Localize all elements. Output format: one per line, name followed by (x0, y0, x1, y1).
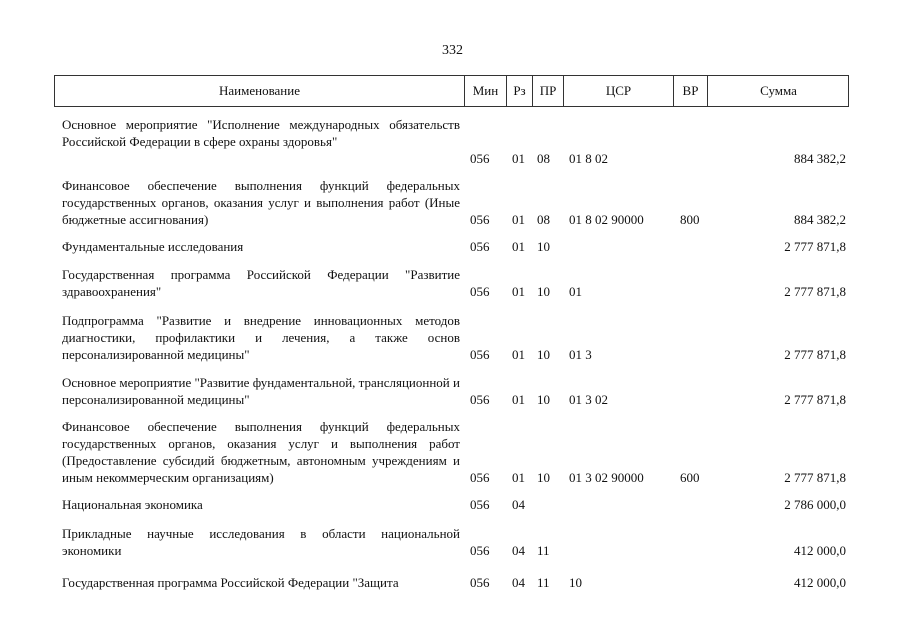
row-sum: 884 382,2 (794, 151, 846, 166)
page-number: 332 (442, 43, 463, 58)
row-min: 056 (470, 497, 490, 512)
header-sum: Сумма (760, 83, 797, 98)
row-pr: 10 (537, 347, 550, 362)
row-vr: 800 (680, 212, 700, 227)
table-row (0, 496, 905, 513)
table-row (0, 266, 905, 300)
row-rz: 01 (512, 151, 525, 166)
row-rz: 01 (512, 347, 525, 362)
row-pr: 10 (537, 470, 550, 485)
row-pr: 10 (537, 392, 550, 407)
row-min: 056 (470, 543, 490, 558)
row-pr: 11 (537, 543, 550, 558)
row-rz: 01 (512, 212, 525, 227)
row-min: 056 (470, 239, 490, 254)
row-rz: 04 (512, 497, 525, 512)
row-vr: 600 (680, 470, 700, 485)
row-rz: 01 (512, 470, 525, 485)
row-name: Фундаментальные исследования (62, 239, 244, 254)
row-pr: 08 (537, 212, 550, 227)
row-pr: 11 (537, 575, 550, 590)
row-csr: 01 8 02 90000 (569, 212, 644, 227)
row-name: Основное мероприятие "Развитие фундаментальной, трансляционной и персонализированной медицины" (62, 375, 460, 407)
row-sum: 2 777 871,8 (784, 392, 846, 407)
row-name: Прикладные научные исследования в области национальной экономики (62, 526, 460, 558)
row-rz: 04 (512, 575, 525, 590)
table-header (54, 75, 849, 107)
row-csr: 10 (569, 575, 582, 590)
row-rz: 01 (512, 284, 525, 299)
table-row (0, 238, 905, 255)
row-name: Национальная экономика (62, 497, 203, 512)
row-sum: 2 777 871,8 (784, 239, 846, 254)
header-pr: ПР (539, 83, 557, 98)
row-min: 056 (470, 470, 490, 485)
row-rz: 01 (512, 239, 525, 254)
row-rz: 01 (512, 392, 525, 407)
row-pr: 10 (537, 239, 550, 254)
row-sum: 2 777 871,8 (784, 347, 846, 362)
header-csr: ЦСР (605, 83, 632, 98)
table-row (0, 177, 905, 228)
row-min: 056 (470, 212, 490, 227)
row-name: Государственная программа Российской Федерации "Развитие здравоохранения" (62, 267, 460, 299)
header-name: Наименование (219, 83, 300, 98)
row-min: 056 (470, 151, 490, 166)
row-sum: 2 777 871,8 (784, 284, 846, 299)
header-min: Мин (472, 83, 499, 98)
table-row (0, 418, 905, 486)
table-row (0, 525, 905, 559)
header-vr: ВР (682, 83, 699, 98)
row-sum: 2 777 871,8 (784, 470, 846, 485)
row-name: Финансовое обеспечение выполнения функций федеральных государственных органов, оказания услуг и выполнения работ (Предоставление субсидий бюджетным, автономным учреждениям и иным некоммерческим организациям) (62, 419, 460, 485)
row-pr: 08 (537, 151, 550, 166)
row-csr: 01 3 02 90000 (569, 470, 644, 485)
table-row (0, 574, 905, 591)
row-sum: 412 000,0 (794, 575, 846, 590)
row-rz: 04 (512, 543, 525, 558)
row-csr: 01 8 02 (569, 151, 608, 166)
row-min: 056 (470, 347, 490, 362)
row-min: 056 (470, 284, 490, 299)
row-name: Основное мероприятие "Исполнение международных обязательств Российской Федерации в сфере охраны здоровья" (62, 117, 460, 149)
row-name: Государственная программа Российской Федерации "Защита (62, 575, 399, 590)
row-name: Финансовое обеспечение выполнения функций федеральных государственных органов, оказания услуг и выполнения работ (Иные бюджетные ассигнования) (62, 178, 460, 227)
row-csr: 01 (569, 284, 582, 299)
header-rz: Рз (513, 83, 526, 98)
row-csr: 01 3 02 (569, 392, 608, 407)
row-sum: 412 000,0 (794, 543, 846, 558)
row-min: 056 (470, 575, 490, 590)
row-sum: 884 382,2 (794, 212, 846, 227)
row-pr: 10 (537, 284, 550, 299)
row-name: Подпрограмма "Развитие и внедрение инновационных методов диагностики, профилактики и лечения, а также основ персонализированной медицины" (62, 313, 460, 362)
table-row (0, 374, 905, 408)
row-csr: 01 3 (569, 347, 592, 362)
table-row (0, 116, 905, 167)
row-sum: 2 786 000,0 (784, 497, 846, 512)
row-min: 056 (470, 392, 490, 407)
table-row (0, 312, 905, 363)
